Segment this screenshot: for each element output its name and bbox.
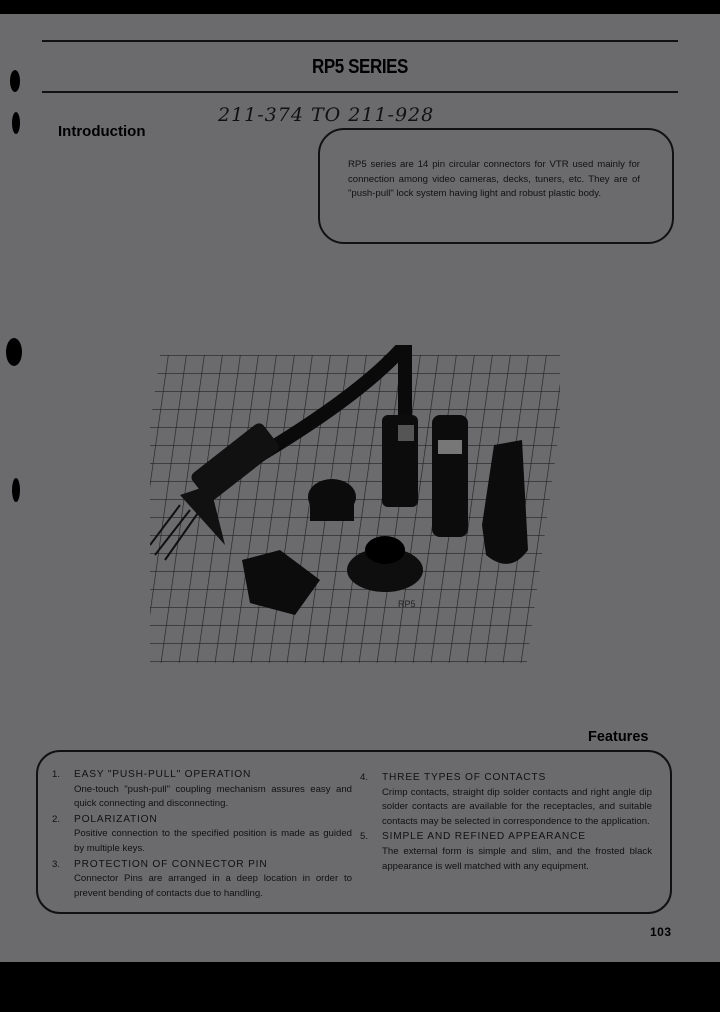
features-column-left [52,768,352,902]
feature-number: 2. [52,813,61,825]
feature-description: Crimp contacts, straight dip solder contacts and right angle dip solder contacts are available for the receptacles, and suitable contacts may be selected in correspondence to the application. [382,786,652,827]
feature-number: 4. [360,772,369,783]
connector-photo-icon [150,345,560,663]
feature-number: 5. [360,831,369,843]
feature-item [360,830,652,845]
binder-mark [6,338,22,366]
series-title: RP5 SERIES [312,56,408,78]
binder-mark [12,112,20,134]
connector-photo [150,345,560,663]
feature-description: The external form is simple and slim, and the frosted black appearance is well matched with any equipment. [382,845,652,872]
page-number: 103 [650,925,672,939]
feature-title: PROTECTION OF CONNECTOR PIN [74,858,268,870]
photo-label-tag: RP5 [398,599,416,609]
feature-title: POLARIZATION [74,813,158,825]
handwritten-note: 211-374 TO 211-928 [218,104,435,126]
binder-mark [12,478,20,502]
feature-title: THREE TYPES OF CONTACTS [382,772,547,783]
feature-number: 3. [52,858,61,870]
feature-title: SIMPLE AND REFINED APPEARANCE [382,831,586,843]
feature-number: 1. [52,769,61,780]
feature-item [52,813,352,828]
top-scan-border [0,0,720,14]
binder-mark [10,70,20,92]
feature-item [52,768,352,783]
feature-title: EASY "PUSH-PULL" OPERATION [74,769,252,780]
features-column-right [360,771,652,875]
feature-item [52,858,352,873]
bottom-scan-border [0,962,720,1012]
introduction-text: RP5 series are 14 pin circular connectors for VTR used mainly for connection among video cameras, decks, tuners, etc. They are of "push-pull" lock system having light and robust plastic body. [348,159,640,200]
introduction-heading: Introduction [58,123,146,140]
feature-description: Connector Pins are arranged in a deep location in order to prevent bending of contacts due to handling. [74,873,352,899]
feature-description: One-touch "push-pull" coupling mechanism assures easy and quick connecting and disconnecting. [74,783,352,810]
header-rule-top [42,40,678,42]
feature-item [360,771,652,786]
header-rule-bottom [42,91,678,93]
features-heading: Features [588,729,649,745]
feature-description: Positive connection to the specified position is made as guided by multiple keys. [74,828,352,854]
